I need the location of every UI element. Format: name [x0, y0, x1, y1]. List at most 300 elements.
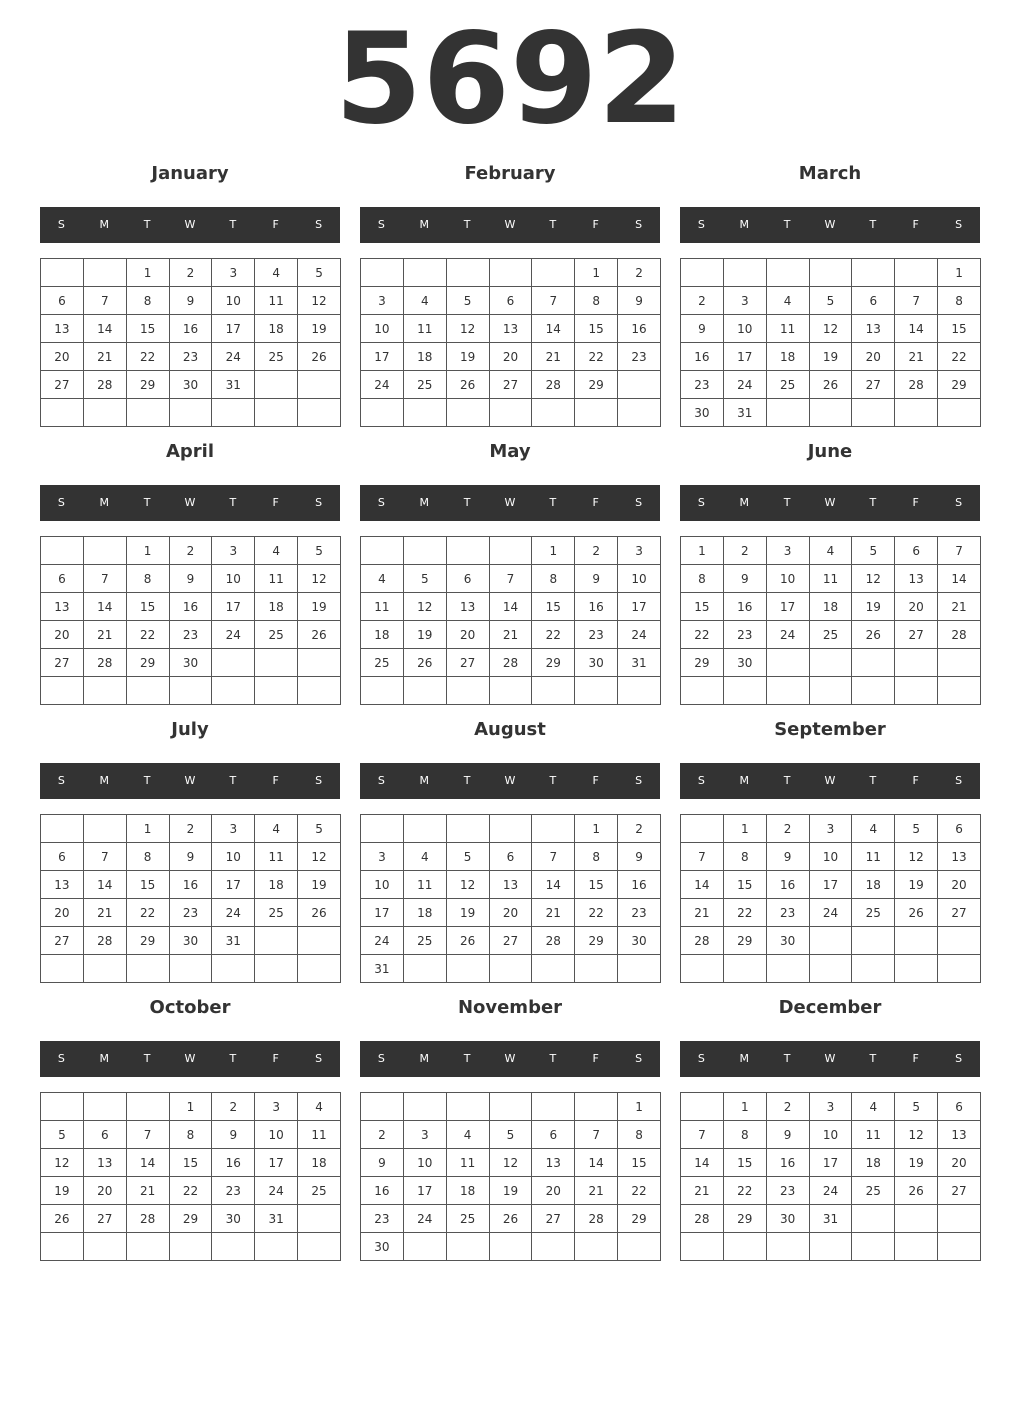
weekday-label: T [463, 1052, 471, 1065]
weekday-label: F [272, 496, 279, 509]
weekday-label: M [739, 774, 750, 787]
weekday-label: M [739, 496, 750, 509]
day-cell [83, 677, 126, 705]
day-cell [895, 1205, 938, 1233]
day-cell: 17 [212, 871, 255, 899]
day-cell: 10 [766, 565, 809, 593]
day-cell: 24 [809, 1177, 852, 1205]
week-row [681, 899, 981, 927]
weekday-label: S [955, 218, 963, 231]
weekday-label: T [783, 774, 791, 787]
week-row [681, 593, 981, 621]
day-cell: 14 [126, 1149, 169, 1177]
day-cell: 17 [255, 1149, 298, 1177]
day-cell [83, 815, 126, 843]
day-cell: 9 [618, 843, 661, 871]
day-cell [212, 955, 255, 983]
day-cell [532, 677, 575, 705]
week-row [361, 1205, 661, 1233]
day-cell [41, 955, 84, 983]
day-cell [723, 1233, 766, 1261]
month-title: January [151, 163, 229, 184]
day-cell: 29 [723, 927, 766, 955]
week-row [361, 593, 661, 621]
day-cell: 24 [618, 621, 661, 649]
month-title: September [774, 719, 886, 740]
day-cell [83, 537, 126, 565]
day-cell: 12 [852, 565, 895, 593]
weekday-header [40, 207, 340, 243]
day-cell: 25 [809, 621, 852, 649]
weekday-label: S [635, 1052, 643, 1065]
day-grid [40, 1092, 341, 1261]
week-row [361, 399, 661, 427]
day-cell: 30 [575, 649, 618, 677]
week-row [41, 843, 341, 871]
day-cell: 18 [766, 343, 809, 371]
day-cell: 10 [255, 1121, 298, 1149]
week-row [361, 677, 661, 705]
day-cell: 17 [212, 315, 255, 343]
day-cell: 19 [446, 899, 489, 927]
weekday-label: F [912, 496, 919, 509]
day-cell: 20 [41, 343, 84, 371]
day-cell: 6 [532, 1121, 575, 1149]
day-cell: 29 [532, 649, 575, 677]
day-cell: 26 [298, 899, 341, 927]
day-cell: 31 [361, 955, 404, 983]
day-cell: 25 [255, 899, 298, 927]
weekday-label: T [229, 774, 237, 787]
week-row [681, 371, 981, 399]
day-cell: 11 [361, 593, 404, 621]
day-cell: 18 [446, 1177, 489, 1205]
day-cell: 2 [618, 815, 661, 843]
day-cell [723, 677, 766, 705]
day-grid [40, 536, 341, 705]
weekday-label: S [955, 1052, 963, 1065]
day-cell: 23 [212, 1177, 255, 1205]
day-cell: 11 [403, 315, 446, 343]
day-cell: 3 [212, 259, 255, 287]
day-cell: 14 [83, 315, 126, 343]
day-cell: 7 [938, 537, 981, 565]
week-row [41, 649, 341, 677]
day-cell [41, 259, 84, 287]
day-cell: 15 [723, 1149, 766, 1177]
day-cell [41, 537, 84, 565]
day-cell: 14 [895, 315, 938, 343]
week-row [361, 537, 661, 565]
weekday-label: S [955, 774, 963, 787]
day-cell [212, 399, 255, 427]
weekday-label: T [463, 496, 471, 509]
day-cell: 7 [575, 1121, 618, 1149]
week-row [361, 955, 661, 983]
day-cell: 19 [809, 343, 852, 371]
day-cell: 28 [83, 927, 126, 955]
day-cell: 26 [403, 649, 446, 677]
day-cell [852, 649, 895, 677]
weekday-header [40, 763, 340, 799]
weekday-label: S [315, 218, 323, 231]
week-row [681, 537, 981, 565]
day-cell [255, 677, 298, 705]
day-cell: 15 [126, 315, 169, 343]
day-cell: 13 [852, 315, 895, 343]
week-row [681, 955, 981, 983]
day-cell: 23 [169, 343, 212, 371]
day-cell: 3 [212, 815, 255, 843]
day-cell [938, 649, 981, 677]
weekday-label: T [143, 774, 151, 787]
day-cell [681, 677, 724, 705]
day-cell [766, 259, 809, 287]
day-cell: 31 [618, 649, 661, 677]
day-cell: 30 [618, 927, 661, 955]
day-cell: 18 [361, 621, 404, 649]
day-cell: 8 [938, 287, 981, 315]
day-cell: 1 [126, 259, 169, 287]
weekday-label: W [184, 774, 196, 787]
day-cell: 19 [446, 343, 489, 371]
day-cell: 22 [723, 1177, 766, 1205]
day-cell: 23 [361, 1205, 404, 1233]
day-cell [446, 955, 489, 983]
weekday-label: S [697, 218, 705, 231]
day-cell: 11 [255, 843, 298, 871]
day-cell: 1 [575, 815, 618, 843]
day-cell [895, 259, 938, 287]
weekday-label: T [783, 1052, 791, 1065]
day-cell: 10 [212, 843, 255, 871]
day-cell: 5 [446, 843, 489, 871]
day-cell: 7 [895, 287, 938, 315]
day-cell: 13 [489, 871, 532, 899]
day-cell [41, 677, 84, 705]
month-title: November [457, 997, 563, 1018]
day-cell: 24 [403, 1205, 446, 1233]
day-cell: 23 [618, 899, 661, 927]
month-title: April [165, 441, 215, 462]
day-cell: 11 [809, 565, 852, 593]
day-cell: 4 [403, 843, 446, 871]
day-cell: 29 [126, 371, 169, 399]
weekday-label: T [463, 218, 471, 231]
day-cell [403, 399, 446, 427]
day-cell [938, 1233, 981, 1261]
day-cell: 19 [852, 593, 895, 621]
day-cell: 21 [83, 899, 126, 927]
weekday-label: S [315, 1052, 323, 1065]
day-cell [723, 259, 766, 287]
day-cell: 4 [255, 815, 298, 843]
day-cell: 26 [446, 927, 489, 955]
weekday-label: S [635, 218, 643, 231]
day-cell: 21 [681, 899, 724, 927]
weekday-label: S [57, 218, 65, 231]
weekday-header [680, 207, 980, 243]
day-cell: 30 [361, 1233, 404, 1261]
day-cell: 20 [489, 899, 532, 927]
day-cell: 29 [126, 649, 169, 677]
day-cell [126, 955, 169, 983]
day-cell: 30 [681, 399, 724, 427]
day-cell [809, 677, 852, 705]
week-row [41, 1093, 341, 1121]
weekday-header [680, 1041, 980, 1077]
weekday-label: S [315, 496, 323, 509]
day-cell [489, 1233, 532, 1261]
day-cell: 6 [938, 815, 981, 843]
day-grid [360, 814, 661, 983]
day-cell: 10 [618, 565, 661, 593]
day-cell [446, 537, 489, 565]
day-cell: 12 [298, 565, 341, 593]
week-row [41, 955, 341, 983]
weekday-header [680, 485, 980, 521]
day-cell [446, 259, 489, 287]
day-cell [938, 399, 981, 427]
month-title: June [807, 441, 853, 462]
day-cell [169, 677, 212, 705]
day-cell: 7 [83, 565, 126, 593]
day-cell: 20 [852, 343, 895, 371]
day-cell: 22 [618, 1177, 661, 1205]
day-cell: 10 [809, 843, 852, 871]
day-cell: 14 [575, 1149, 618, 1177]
weekday-label: M [419, 496, 430, 509]
week-row [41, 1149, 341, 1177]
day-cell: 28 [83, 371, 126, 399]
weekday-label: S [955, 496, 963, 509]
day-cell: 16 [766, 1149, 809, 1177]
day-cell: 4 [361, 565, 404, 593]
day-cell: 20 [938, 871, 981, 899]
day-cell: 27 [41, 927, 84, 955]
day-cell [618, 677, 661, 705]
day-cell [361, 259, 404, 287]
weekday-label: F [912, 774, 919, 787]
day-cell [809, 399, 852, 427]
day-cell: 5 [489, 1121, 532, 1149]
day-cell: 28 [126, 1205, 169, 1233]
day-cell: 13 [895, 565, 938, 593]
day-cell: 16 [723, 593, 766, 621]
weekday-label: F [272, 774, 279, 787]
week-row [681, 315, 981, 343]
day-cell: 9 [169, 287, 212, 315]
day-cell: 7 [532, 843, 575, 871]
day-cell: 1 [532, 537, 575, 565]
week-row [361, 899, 661, 927]
day-cell: 7 [681, 843, 724, 871]
day-cell: 11 [403, 871, 446, 899]
day-cell [895, 649, 938, 677]
day-cell: 5 [403, 565, 446, 593]
day-cell [212, 677, 255, 705]
day-cell [938, 677, 981, 705]
week-row [681, 287, 981, 315]
day-cell: 11 [852, 843, 895, 871]
week-row [41, 677, 341, 705]
day-cell [446, 815, 489, 843]
day-cell: 31 [212, 927, 255, 955]
day-cell: 3 [212, 537, 255, 565]
weekday-label: F [592, 774, 599, 787]
day-cell: 17 [723, 343, 766, 371]
day-cell [681, 259, 724, 287]
day-cell: 26 [895, 899, 938, 927]
day-cell [298, 399, 341, 427]
day-cell: 13 [41, 871, 84, 899]
day-cell [766, 649, 809, 677]
day-cell: 8 [575, 843, 618, 871]
weekday-label: T [869, 218, 877, 231]
day-cell: 2 [723, 537, 766, 565]
day-cell [361, 677, 404, 705]
weekday-label: F [272, 1052, 279, 1065]
day-cell: 28 [532, 371, 575, 399]
month-title: December [778, 997, 882, 1018]
day-cell: 5 [41, 1121, 84, 1149]
day-cell: 28 [895, 371, 938, 399]
day-cell [489, 399, 532, 427]
day-cell [169, 399, 212, 427]
day-cell [575, 1233, 618, 1261]
day-cell: 9 [575, 565, 618, 593]
day-cell: 12 [446, 871, 489, 899]
day-cell: 6 [852, 287, 895, 315]
day-cell [681, 1093, 724, 1121]
day-cell: 5 [852, 537, 895, 565]
day-cell [852, 259, 895, 287]
day-cell [212, 1233, 255, 1261]
day-cell: 9 [723, 565, 766, 593]
day-cell: 24 [255, 1177, 298, 1205]
day-cell: 23 [723, 621, 766, 649]
day-cell [83, 955, 126, 983]
day-cell: 21 [532, 343, 575, 371]
day-cell: 8 [532, 565, 575, 593]
day-cell: 5 [446, 287, 489, 315]
day-cell: 23 [766, 899, 809, 927]
weekday-header [360, 763, 660, 799]
day-cell [681, 815, 724, 843]
weekday-label: W [824, 218, 836, 231]
day-cell [809, 1233, 852, 1261]
day-cell: 21 [681, 1177, 724, 1205]
day-cell: 27 [83, 1205, 126, 1233]
day-cell: 27 [489, 927, 532, 955]
day-cell: 25 [852, 1177, 895, 1205]
week-row [361, 1149, 661, 1177]
day-cell: 21 [895, 343, 938, 371]
day-cell [361, 399, 404, 427]
week-row [41, 537, 341, 565]
day-cell: 12 [298, 287, 341, 315]
day-cell [255, 1233, 298, 1261]
day-grid [680, 258, 981, 427]
day-cell: 18 [403, 343, 446, 371]
day-cell: 3 [255, 1093, 298, 1121]
day-cell [403, 815, 446, 843]
day-cell [446, 677, 489, 705]
weekday-label: T [463, 774, 471, 787]
day-cell: 29 [575, 371, 618, 399]
day-cell [126, 1233, 169, 1261]
day-cell: 4 [255, 537, 298, 565]
day-cell: 18 [852, 871, 895, 899]
day-grid [680, 1092, 981, 1261]
weekday-label: T [549, 774, 557, 787]
day-cell: 19 [489, 1177, 532, 1205]
day-cell: 27 [895, 621, 938, 649]
day-cell: 29 [938, 371, 981, 399]
month-title: October [149, 997, 231, 1018]
day-cell [532, 1093, 575, 1121]
day-cell: 21 [489, 621, 532, 649]
day-cell: 1 [681, 537, 724, 565]
weekday-label: W [504, 774, 516, 787]
day-cell: 12 [809, 315, 852, 343]
day-cell [298, 1233, 341, 1261]
day-cell: 8 [681, 565, 724, 593]
week-row [361, 815, 661, 843]
day-cell: 15 [575, 871, 618, 899]
week-row [41, 1121, 341, 1149]
day-cell: 24 [212, 343, 255, 371]
month-title: August [474, 719, 546, 740]
day-cell: 6 [83, 1121, 126, 1149]
day-cell [852, 1233, 895, 1261]
week-row [681, 677, 981, 705]
week-row [41, 371, 341, 399]
day-cell [83, 259, 126, 287]
weekday-label: S [697, 1052, 705, 1065]
day-cell: 21 [83, 343, 126, 371]
day-cell: 24 [361, 371, 404, 399]
day-cell: 15 [575, 315, 618, 343]
day-cell [403, 955, 446, 983]
day-cell: 4 [852, 815, 895, 843]
day-cell: 4 [852, 1093, 895, 1121]
day-cell: 9 [681, 315, 724, 343]
day-cell: 31 [255, 1205, 298, 1233]
weekday-label: T [549, 1052, 557, 1065]
day-cell: 16 [212, 1149, 255, 1177]
day-cell: 19 [895, 871, 938, 899]
day-cell: 30 [169, 927, 212, 955]
day-cell: 22 [575, 899, 618, 927]
day-cell: 18 [255, 593, 298, 621]
day-cell: 5 [895, 815, 938, 843]
day-cell: 6 [938, 1093, 981, 1121]
day-cell: 3 [403, 1121, 446, 1149]
day-cell [532, 1233, 575, 1261]
year-title: 5692 [334, 5, 686, 152]
day-cell [938, 927, 981, 955]
week-row [41, 927, 341, 955]
week-row [41, 621, 341, 649]
day-cell: 12 [489, 1149, 532, 1177]
day-cell: 10 [403, 1149, 446, 1177]
week-row [681, 565, 981, 593]
weekday-label: T [229, 496, 237, 509]
week-row [361, 843, 661, 871]
day-cell: 14 [938, 565, 981, 593]
day-cell [766, 1233, 809, 1261]
